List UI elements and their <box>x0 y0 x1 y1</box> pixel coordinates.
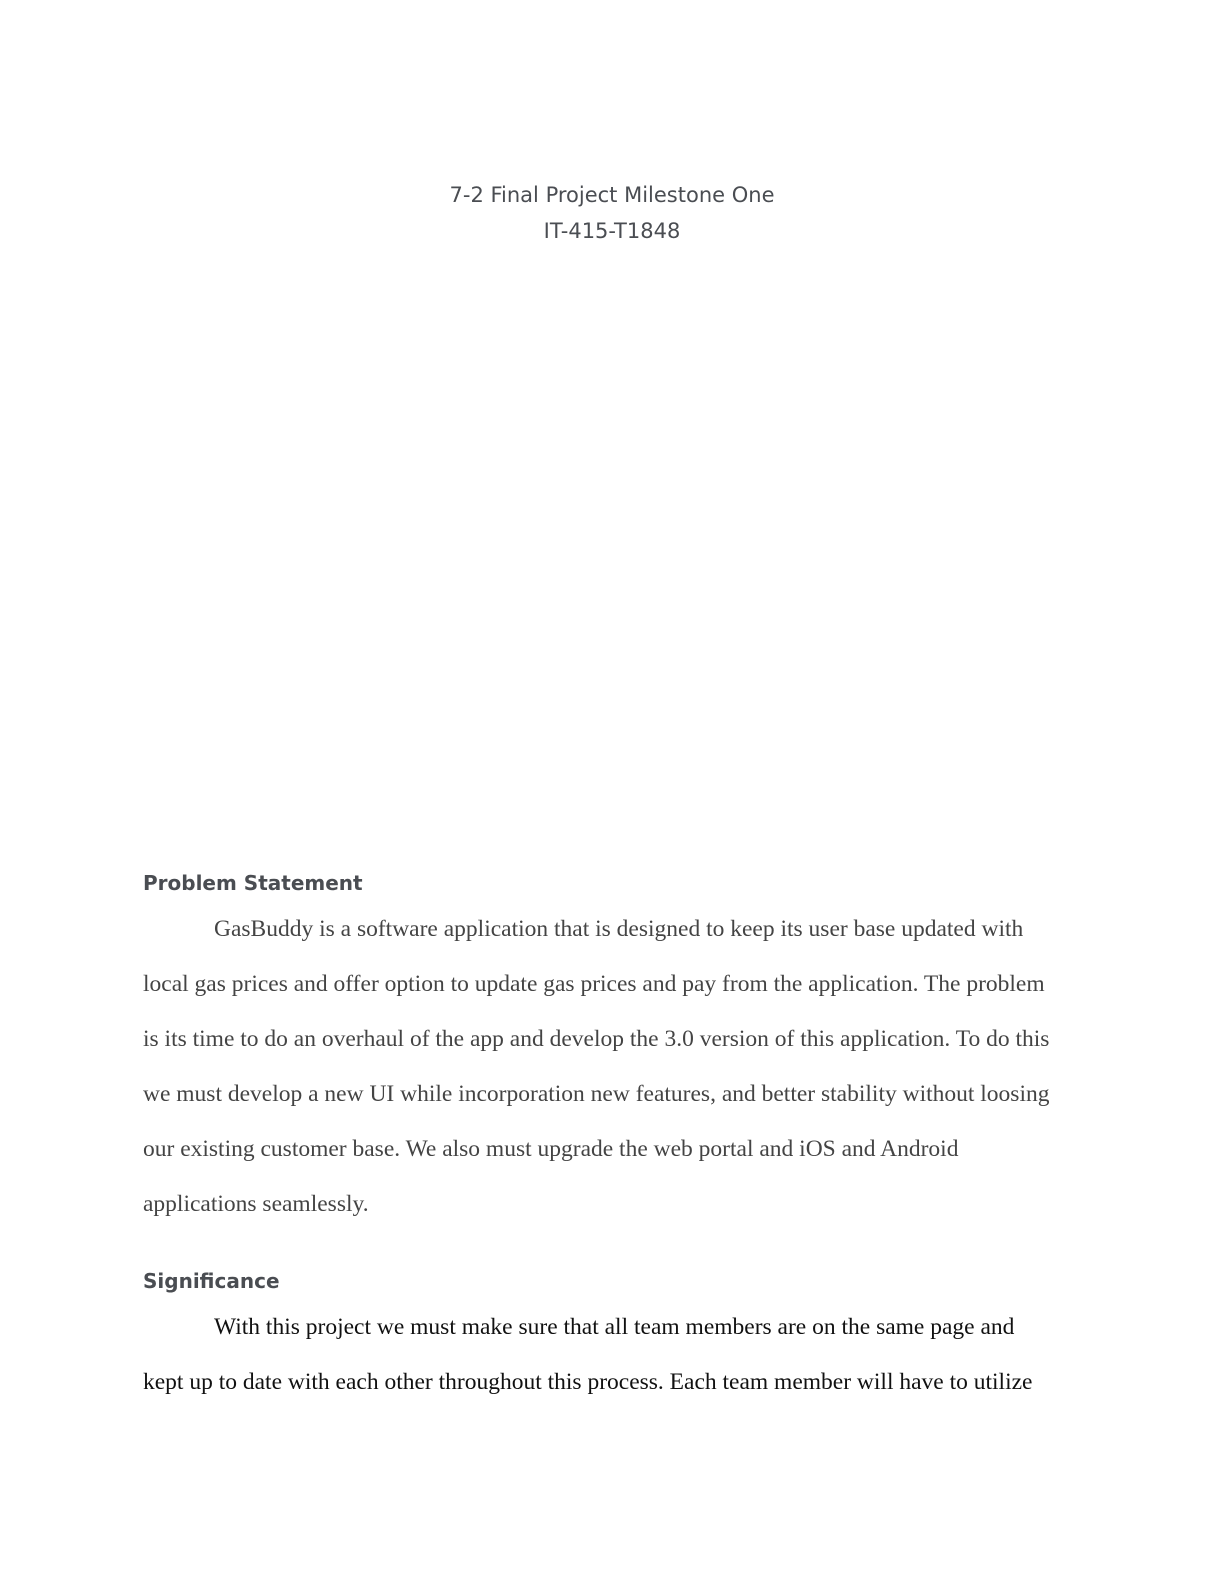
paragraph-line: kept up to date with each other throughout this process. Each team member will have to utilize <box>143 1369 1033 1395</box>
course-code: IT-415-T1848 <box>543 219 681 243</box>
section-heading-problem-statement: Problem Statement <box>143 871 363 895</box>
paragraph-line: GasBuddy is a software application that is designed to keep its user base updated with <box>214 916 1024 942</box>
paragraph-line: is its time to do an overhaul of the app and develop the 3.0 version of this application. To do this <box>143 1026 1050 1052</box>
document-title: 7-2 Final Project Milestone One <box>449 183 775 207</box>
section-heading-significance: Significance <box>143 1269 280 1293</box>
paragraph-line: we must develop a new UI while incorporation new features, and better stability without loosing <box>143 1081 1050 1107</box>
paragraph-line: local gas prices and offer option to update gas prices and pay from the application. The problem <box>143 971 1045 997</box>
paragraph-line: our existing customer base. We also must upgrade the web portal and iOS and Android <box>143 1136 959 1162</box>
paragraph-line: With this project we must make sure that all team members are on the same page and <box>214 1314 1015 1340</box>
paragraph-line: applications seamlessly. <box>143 1191 369 1217</box>
